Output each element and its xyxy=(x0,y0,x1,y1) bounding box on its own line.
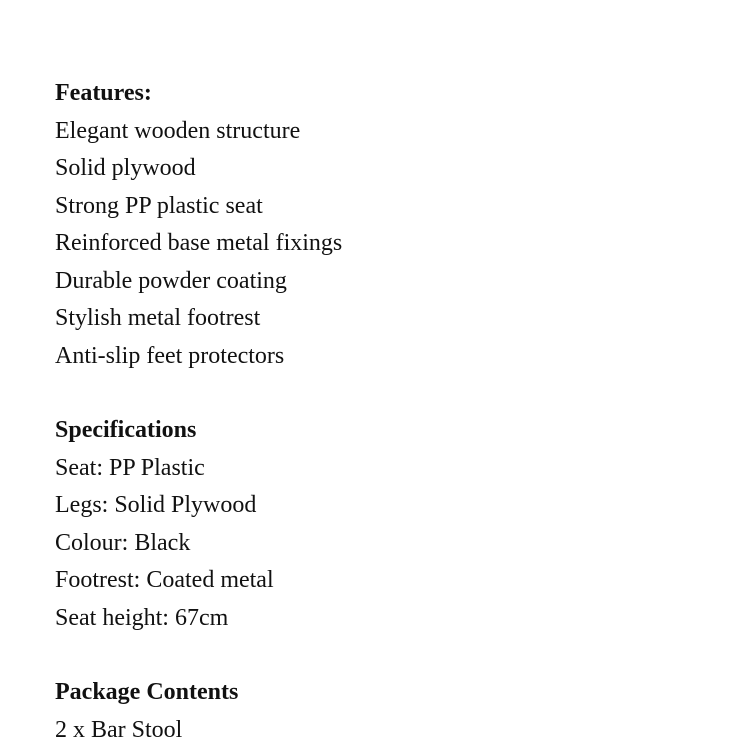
feature-item: Elegant wooden structure xyxy=(55,117,301,144)
feature-item: Strong PP plastic seat xyxy=(55,192,263,219)
feature-item: Anti-slip feet protectors xyxy=(55,342,285,369)
package-item: 2 x Bar Stool xyxy=(55,716,183,743)
specifications-heading: Specifications xyxy=(55,417,197,443)
package-contents-section xyxy=(55,674,735,749)
features-section xyxy=(55,75,735,375)
feature-item: Durable powder coating xyxy=(55,267,287,294)
package-contents-list xyxy=(55,712,735,750)
features-heading: Features: xyxy=(55,80,152,106)
specification-item: Footrest: Coated metal xyxy=(55,567,274,593)
specification-item: Legs: Solid Plywood xyxy=(55,492,257,518)
feature-item: Reinforced base metal fixings xyxy=(55,230,343,256)
feature-item: Solid plywood xyxy=(55,155,196,181)
specification-item: Seat: PP Plastic xyxy=(55,454,205,481)
feature-item: Stylish metal footrest xyxy=(55,305,261,331)
product-description xyxy=(55,75,735,749)
specification-item: Seat height: 67cm xyxy=(55,604,229,631)
package-contents-heading: Package Contents xyxy=(55,679,239,705)
specification-item: Colour: Black xyxy=(55,529,191,556)
specifications-section xyxy=(55,412,735,637)
specifications-list xyxy=(55,450,735,638)
features-list xyxy=(55,113,735,376)
